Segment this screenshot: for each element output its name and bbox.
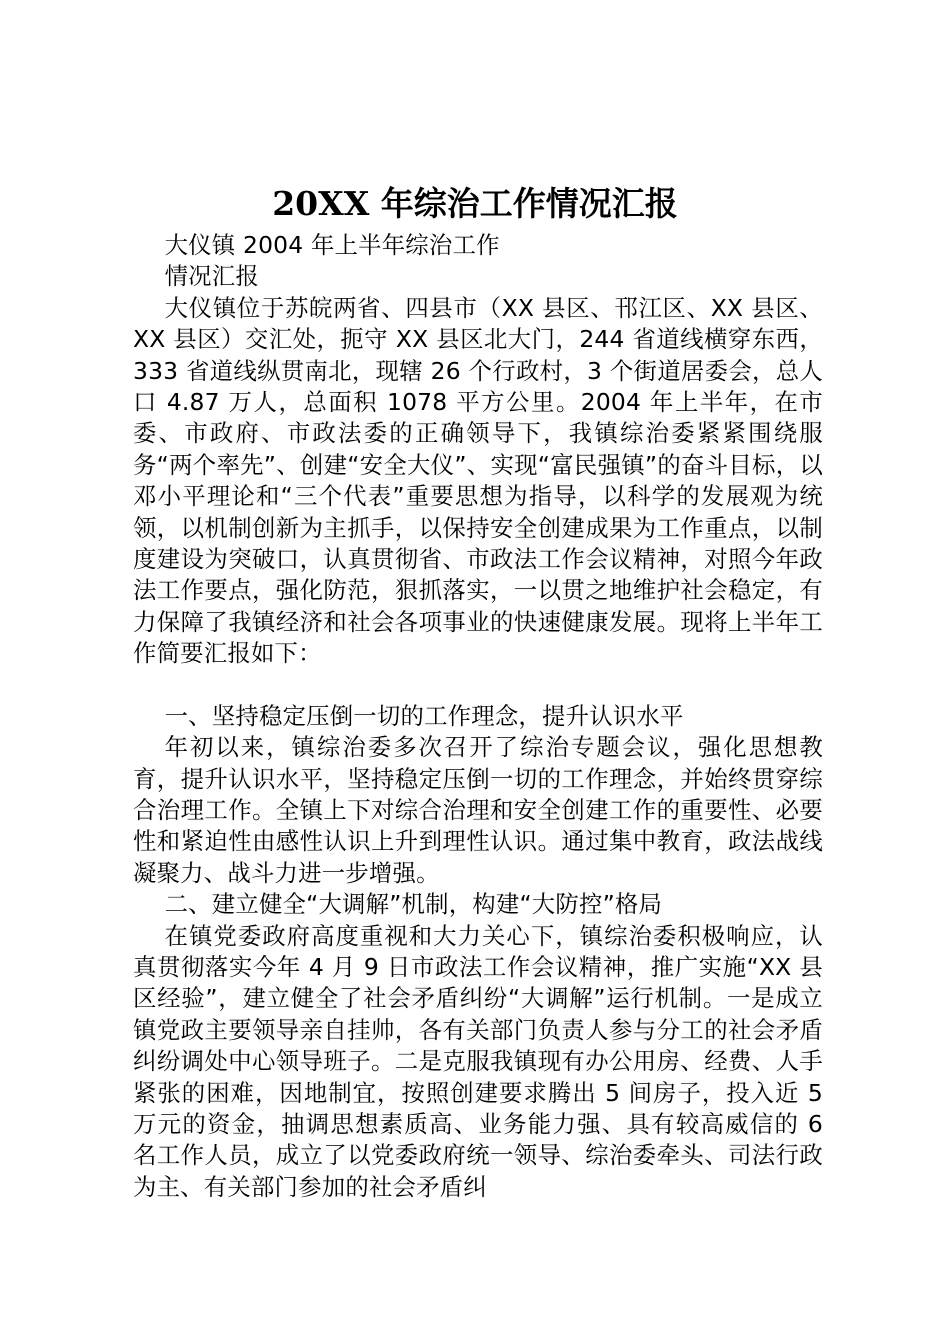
subtitle-line-2: 情况汇报 xyxy=(164,262,259,291)
section-paragraph-2: 在镇党委政府高度重视和大力关心下，镇综治委积极响应，认真贯彻落实今年 4 月 9 日市政法工作会议精神，推广实施“XX 县区经验”，建立健全了社会矛盾纠纷“大调解”运行机制。一是成立镇党政主要领导亲自挂帅，各有关部门负责人参与分工的社会矛盾纠纷调处中心领导班子。二是克服我镇现有办公用房、经费、人手紧张的困难，因地制宜，按照创建要求腾出 5 间房子，投入近 5 万元的资金，抽调思想素质高、业务能力强、具有较高威信的 6 名工作人员，成立了以党委政府统一领导、综治委牵头、司法行政为主、有关部门参加的社会矛盾纠 xyxy=(133,921,823,1201)
subtitle-line-1: 大仪镇 2004 年上半年综治工作 xyxy=(164,231,500,259)
section-heading-1: 一、坚持稳定压倒一切的工作理念，提升认识水平 xyxy=(164,701,684,730)
intro-paragraph: 大仪镇位于苏皖两省、四县市（XX 县区、邗江区、XX 县区、XX 县区）交汇处，扼守 XX 县区北大门，244 省道线横穿东西，333 省道线纵贯南北，现辖 26 个行政村，3 个街道居委会，总人口 4.87 万人，总面积 1078 平方公里。2004 年上半年，在市委、市政府、市政法委的正确领导下，我镇综治委紧紧围绕服务“两个率先”、创建“安全大仪”、实现“富民强镇”的奋斗目标，以邓小平理论和“三个代表”重要思想为指导，以科学的发展观为统领，以机制创新为主抓手，以保持安全创建成果为工作重点，以制度建设为突破口，认真贯彻省、市政法工作会议精神，对照今年政法工作要点，强化防范，狠抓落实，一以贯之地维护社会稳定，有力保障了我镇经济和社会各项事业的快速健康发展。现将上半年工作简要汇报如下： xyxy=(133,293,823,668)
document-body xyxy=(133,230,823,1203)
section-paragraph-1: 年初以来，镇综治委多次召开了综治专题会议，强化思想教育，提升认识水平，坚持稳定压倒一切的工作理念，并始终贯穿综合治理工作。全镇上下对综合治理和安全创建工作的重要性、必要性和紧迫性由感性认识上升到理性认识。通过集中教育，政法战线凝聚力、战斗力进一步增强。 xyxy=(133,733,823,887)
section-heading-2: 二、建立健全“大调解”机制，构建“大防控”格局 xyxy=(164,890,663,919)
document-title: 20XX 年综治工作情况汇报 xyxy=(272,184,678,223)
